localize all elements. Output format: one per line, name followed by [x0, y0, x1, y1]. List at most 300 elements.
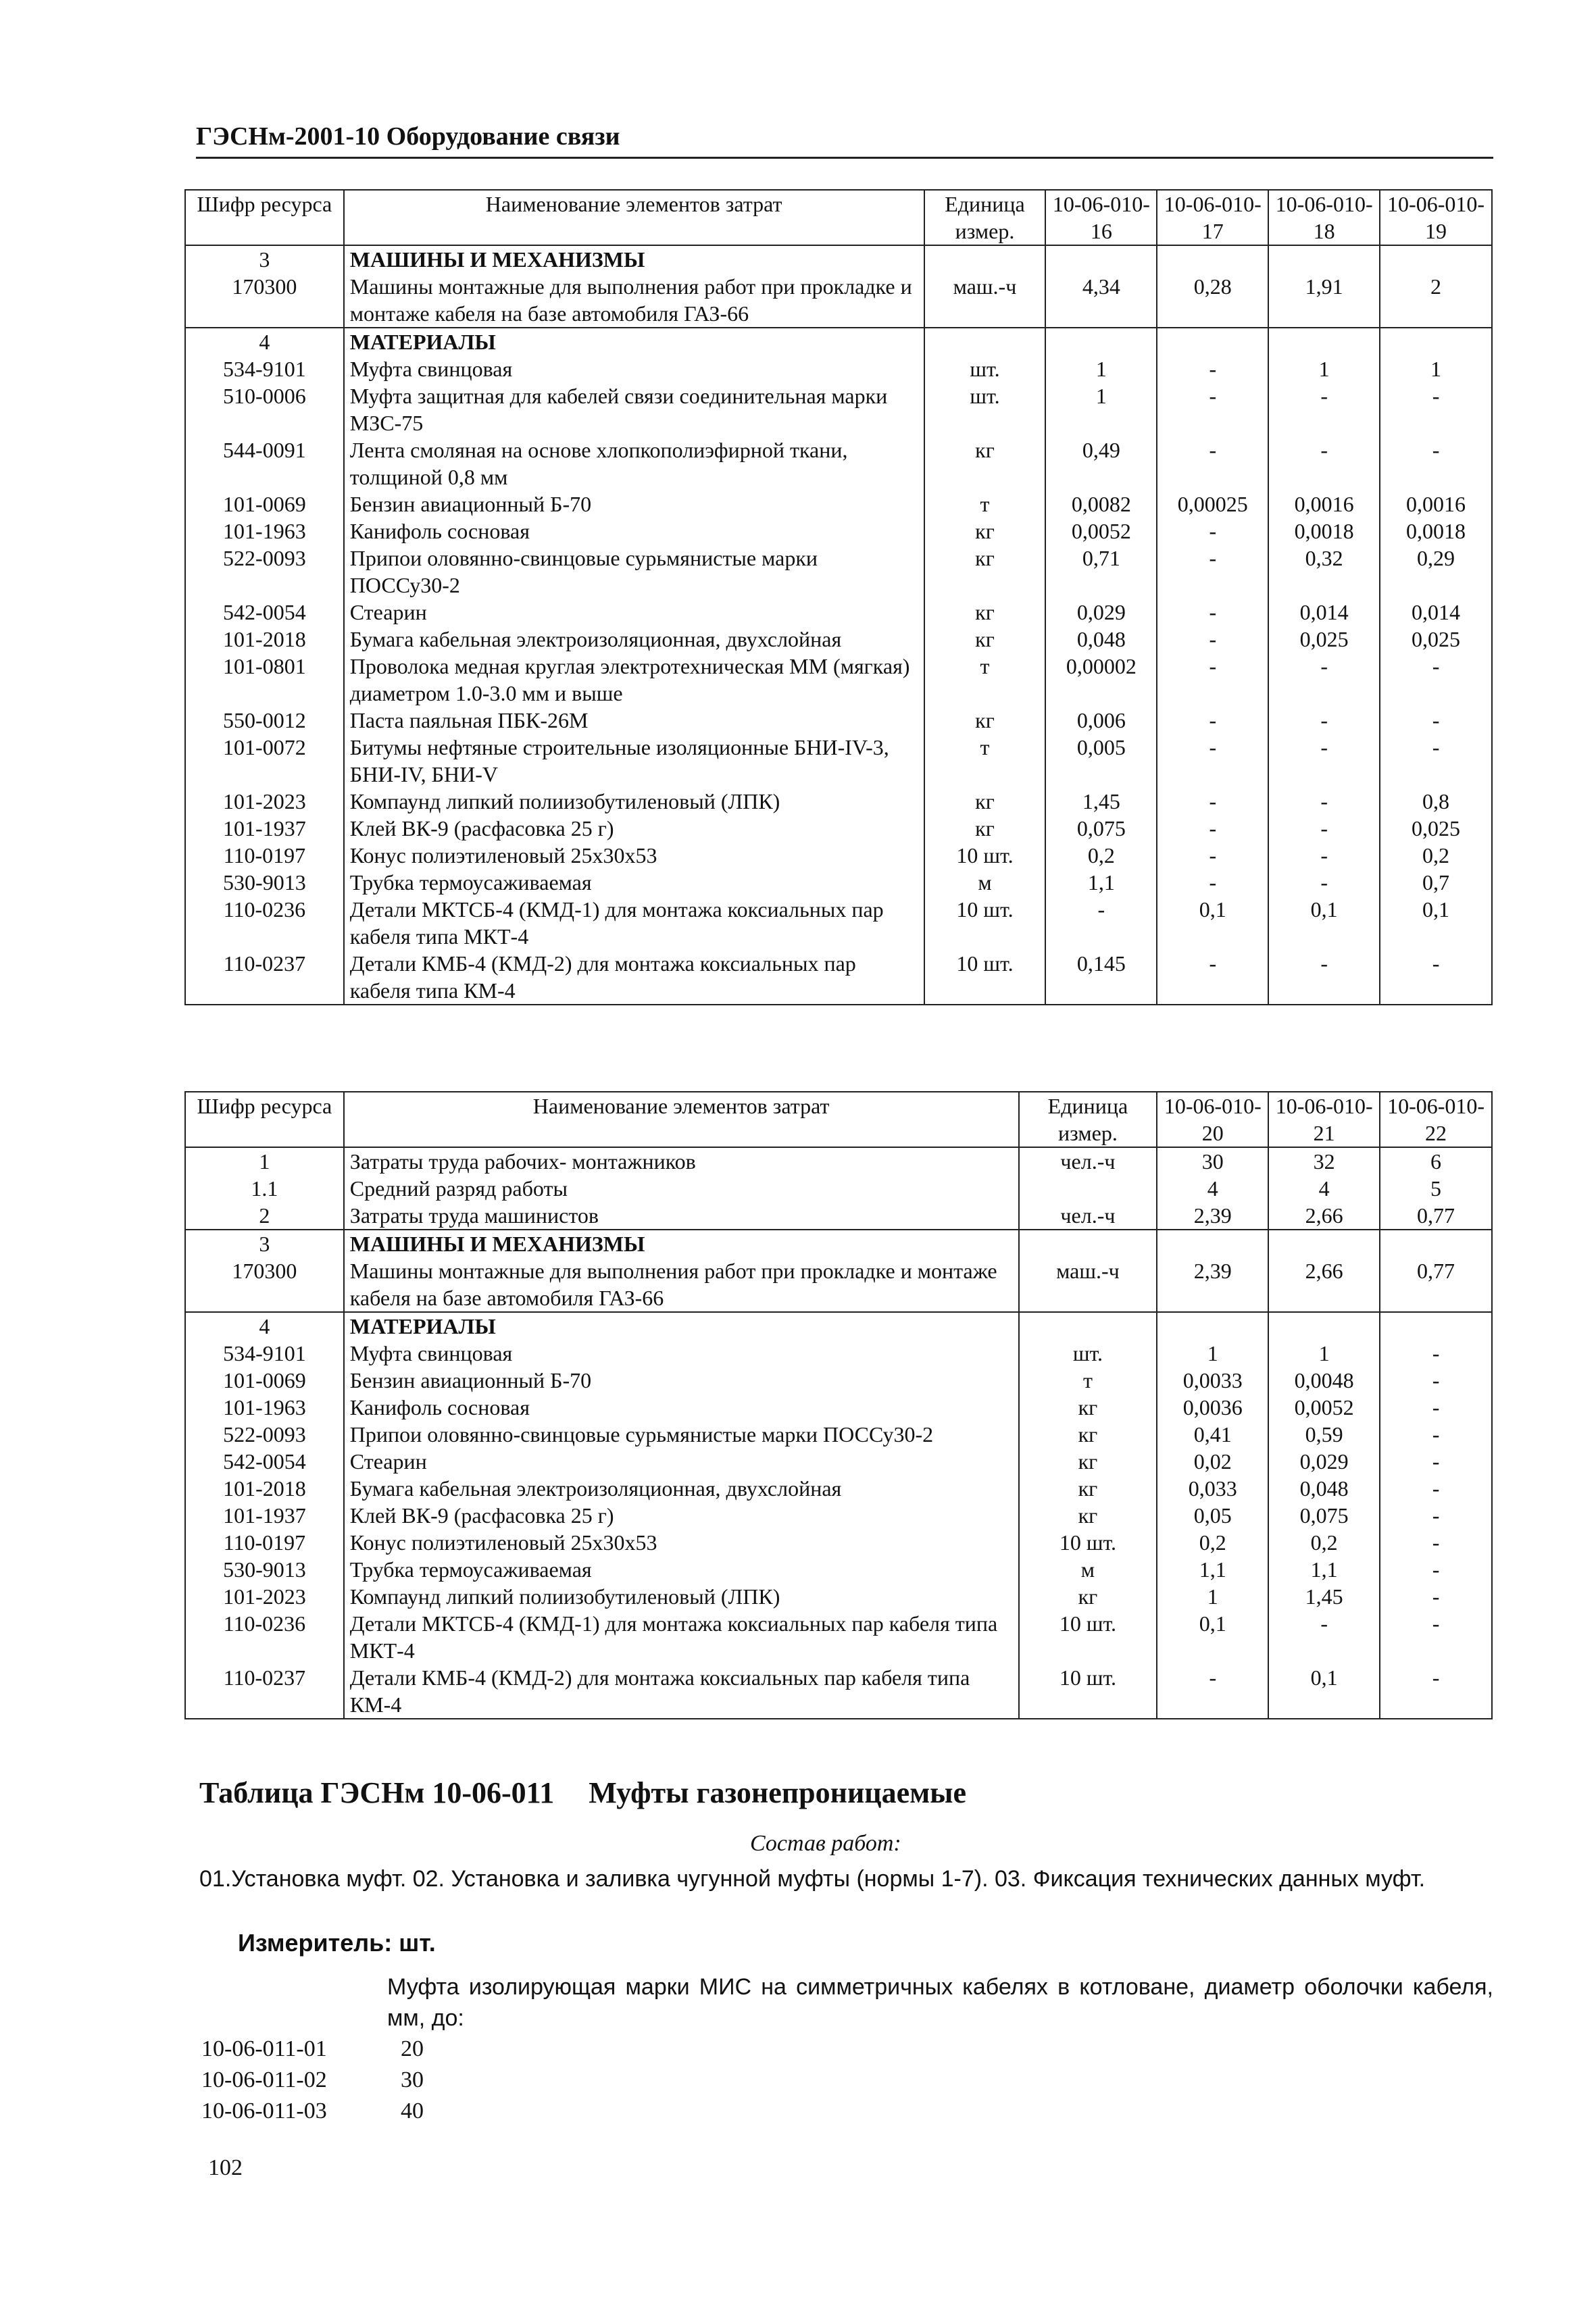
norm-code: 10-06-011-02	[201, 2067, 327, 2092]
table-row	[185, 707, 1492, 734]
norm-value: 40	[401, 2098, 424, 2123]
norm-value-cell: 0,1	[1380, 896, 1492, 950]
unit-cell: маш.-ч	[1019, 1257, 1157, 1312]
cost-element-name: Канифоль сосновая	[344, 518, 924, 545]
norm-value-cell: 0,0016	[1268, 491, 1380, 518]
col-header-name: Наименование элементов затрат	[344, 190, 924, 245]
norm-value-cell: 32	[1268, 1147, 1380, 1175]
cost-element-name: Детали КМБ-4 (КМД-2) для монтажа коксиальных пар кабеля типа КМ-4	[344, 1664, 1019, 1719]
resource-code: 110-0237	[185, 1664, 344, 1719]
norm-value-cell: -	[1268, 842, 1380, 869]
norm-value-cell: -	[1268, 1610, 1380, 1664]
resource-code: 3	[185, 1230, 344, 1257]
unit-cell: т	[924, 734, 1046, 788]
unit-cell: кг	[1019, 1421, 1157, 1448]
norm-value-cell: -	[1157, 545, 1268, 599]
norm-value-cell	[1268, 245, 1380, 273]
cost-element-name: Бензин авиационный Б-70	[344, 491, 924, 518]
norm-value-cell: 0,1	[1268, 1664, 1380, 1719]
resource-code: 101-2023	[185, 788, 344, 815]
unit-cell: т	[1019, 1367, 1157, 1394]
resource-code: 101-2023	[185, 1583, 344, 1610]
resource-code: 110-0236	[185, 896, 344, 950]
norm-value-cell: -	[1157, 626, 1268, 653]
unit-cell	[1019, 1312, 1157, 1340]
resource-code: 550-0012	[185, 707, 344, 734]
table-row	[185, 436, 1492, 491]
cost-element-name: Компаунд липкий полиизобутиленовый (ЛПК)	[344, 1583, 1019, 1610]
norm-value-cell: 2,66	[1268, 1202, 1380, 1230]
cost-element-name: Клей ВК-9 (расфасовка 25 г)	[344, 1502, 1019, 1529]
table-row	[185, 842, 1492, 869]
cost-element-name: Средний разряд работы	[344, 1175, 1019, 1202]
norm-value-cell	[1380, 328, 1492, 355]
norm-value-cell: 0,025	[1380, 626, 1492, 653]
cost-element-name: Клей ВК-9 (расфасовка 25 г)	[344, 815, 924, 842]
norm-value-cell: 0,0052	[1045, 518, 1157, 545]
norm-value-cell	[1157, 245, 1268, 273]
norm-value-cell: 0,77	[1380, 1202, 1492, 1230]
table-row	[185, 1175, 1492, 1202]
table-row	[185, 1556, 1492, 1583]
norm-value-cell: -	[1157, 734, 1268, 788]
norm-value-cell: 0,0018	[1380, 518, 1492, 545]
norm-value-cell: -	[1268, 950, 1380, 1005]
norm-description: Муфта изолирующая марки МИС на симметричных кабелях в котловане, диаметр оболочки кабеля, мм, до:	[387, 1974, 1493, 2031]
table-row	[185, 1502, 1492, 1529]
norm-value-cell: 0,41	[1157, 1421, 1268, 1448]
norm-value-cell: -	[1380, 1475, 1492, 1502]
resource-code: 522-0093	[185, 1421, 344, 1448]
col-header-norm: 10-06-010-22	[1380, 1092, 1492, 1147]
table-row	[185, 491, 1492, 518]
table-row	[185, 896, 1492, 950]
norm-value-cell: 1,45	[1268, 1583, 1380, 1610]
norm-value-cell: 0,59	[1268, 1421, 1380, 1448]
norm-value-cell: -	[1157, 788, 1268, 815]
col-header-code: Шифр ресурса	[185, 190, 344, 245]
norm-value-cell: 1	[1268, 355, 1380, 382]
norm-value-cell: 2,39	[1157, 1202, 1268, 1230]
cost-element-name: МАШИНЫ И МЕХАНИЗМЫ	[344, 1230, 1019, 1257]
resource-code: 170300	[185, 273, 344, 328]
resource-code: 110-0197	[185, 842, 344, 869]
norm-value-cell: 0,048	[1268, 1475, 1380, 1502]
norm-value-cell: 5	[1380, 1175, 1492, 1202]
unit-cell: кг	[924, 788, 1046, 815]
resource-code: 101-2018	[185, 626, 344, 653]
unit-cell: 10 шт.	[924, 896, 1046, 950]
table-row	[185, 1340, 1492, 1367]
unit-cell	[924, 328, 1046, 355]
norm-value-cell: -	[1380, 1529, 1492, 1556]
composition-text: 01.Установка муфт. 02. Установка и заливка чугунной муфты (нормы 1-7). 03. Фиксация технических данных муфт.	[199, 1866, 1426, 1892]
norm-value-cell: 0,29	[1380, 545, 1492, 599]
resource-code: 101-0069	[185, 1367, 344, 1394]
unit-cell: чел.-ч	[1019, 1147, 1157, 1175]
norm-value-cell: 0,075	[1045, 815, 1157, 842]
norm-value-cell: 2,39	[1157, 1257, 1268, 1312]
norm-value-cell: 1	[1268, 1340, 1380, 1367]
norm-value-cell: 0,145	[1045, 950, 1157, 1005]
norm-value-cell: 1	[1045, 382, 1157, 436]
norm-value-cell: 1	[1157, 1340, 1268, 1367]
unit-cell: маш.-ч	[924, 273, 1046, 328]
table-row	[185, 626, 1492, 653]
table-row	[185, 355, 1492, 382]
norm-value-cell: -	[1380, 1448, 1492, 1475]
norm-value-cell: -	[1157, 842, 1268, 869]
norm-value-cell: -	[1380, 1367, 1492, 1394]
cost-element-name: Бензин авиационный Б-70	[344, 1367, 1019, 1394]
norm-value-cell: -	[1157, 1664, 1268, 1719]
norm-value-cell: 0,0048	[1268, 1367, 1380, 1394]
unit-cell	[1019, 1230, 1157, 1257]
table-row	[185, 1202, 1492, 1230]
norm-value-cell: -	[1380, 1502, 1492, 1529]
cost-element-name: Битумы нефтяные строительные изоляционные БНИ-IV-3, БНИ-IV, БНИ-V	[344, 734, 924, 788]
cost-element-name: Муфта свинцовая	[344, 1340, 1019, 1367]
resource-code: 534-9101	[185, 355, 344, 382]
norm-value-cell: -	[1380, 707, 1492, 734]
resource-code: 110-0237	[185, 950, 344, 1005]
norm-row	[201, 2034, 424, 2065]
cost-element-name: Припои оловянно-свинцовые сурьмянистые марки ПОССу30-2	[344, 545, 924, 599]
table-row	[185, 1421, 1492, 1448]
cost-element-name: Детали КМБ-4 (КМД-2) для монтажа коксиальных пар кабеля типа КМ-4	[344, 950, 924, 1005]
norm-value-cell: -	[1380, 1664, 1492, 1719]
table-row	[185, 1664, 1492, 1719]
norm-value-cell: 0,029	[1268, 1448, 1380, 1475]
norm-value-cell: -	[1157, 815, 1268, 842]
cost-element-name: Бумага кабельная электроизоляционная, двухслойная	[344, 626, 924, 653]
norm-value-cell: 1,91	[1268, 273, 1380, 328]
norm-value-cell: 4,34	[1045, 273, 1157, 328]
norm-value-cell: -	[1380, 436, 1492, 491]
norm-value-cell	[1045, 245, 1157, 273]
col-header-norm: 10-06-010-19	[1380, 190, 1492, 245]
norm-value-cell: -	[1268, 788, 1380, 815]
norm-value-cell: 0,2	[1380, 842, 1492, 869]
norm-value-cell: -	[1157, 436, 1268, 491]
unit-cell: кг	[1019, 1475, 1157, 1502]
unit-cell: чел.-ч	[1019, 1202, 1157, 1230]
norm-value-cell: 1,1	[1268, 1556, 1380, 1583]
col-header-norm: 10-06-010-21	[1268, 1092, 1380, 1147]
unit-cell: кг	[1019, 1583, 1157, 1610]
col-header-norm: 10-06-010-18	[1268, 190, 1380, 245]
norms-list	[201, 2034, 424, 2127]
norm-value-cell: 0,8	[1380, 788, 1492, 815]
norm-value-cell: -	[1268, 707, 1380, 734]
norm-value-cell: 0,1	[1157, 896, 1268, 950]
table-row	[185, 1610, 1492, 1664]
unit-cell: кг	[924, 707, 1046, 734]
unit-cell: кг	[924, 626, 1046, 653]
cost-element-name: Детали МКТСБ-4 (КМД-1) для монтажа коксиальных пар кабеля типа МКТ-4	[344, 896, 924, 950]
norm-value-cell: 0,02	[1157, 1448, 1268, 1475]
norm-value-cell	[1380, 1230, 1492, 1257]
norm-value-cell: -	[1380, 382, 1492, 436]
norm-value-cell	[1380, 1312, 1492, 1340]
section-title	[199, 1776, 966, 1810]
norm-value-cell: -	[1045, 896, 1157, 950]
norm-value-cell: 0,71	[1045, 545, 1157, 599]
unit-cell: кг	[924, 545, 1046, 599]
norm-value-cell: 0,025	[1268, 626, 1380, 653]
table-row	[185, 382, 1492, 436]
resource-code: 4	[185, 328, 344, 355]
cost-element-name: Затраты труда рабочих- монтажников	[344, 1147, 1019, 1175]
norm-code: 10-06-011-01	[201, 2036, 327, 2061]
col-header-name: Наименование элементов затрат	[344, 1092, 1019, 1147]
norm-value-cell: -	[1157, 355, 1268, 382]
table-header-row	[185, 190, 1492, 245]
resource-code: 110-0197	[185, 1529, 344, 1556]
norm-row	[201, 2065, 424, 2096]
unit-cell: 10 шт.	[1019, 1610, 1157, 1664]
cost-element-name: Трубка термоусаживаемая	[344, 1556, 1019, 1583]
table-row	[185, 1448, 1492, 1475]
table-row	[185, 815, 1492, 842]
norm-code: 10-06-011-03	[201, 2098, 327, 2123]
cost-element-name: Муфта защитная для кабелей связи соединительная марки МЗС-75	[344, 382, 924, 436]
norm-value-cell	[1157, 328, 1268, 355]
norm-value-cell: 0,025	[1380, 815, 1492, 842]
norm-value-cell: 0,2	[1157, 1529, 1268, 1556]
table-row	[185, 950, 1492, 1005]
norm-value-cell: -	[1268, 653, 1380, 707]
resource-code: 1.1	[185, 1175, 344, 1202]
norm-value-cell: 0,05	[1157, 1502, 1268, 1529]
table-row	[185, 1257, 1492, 1312]
table-row	[185, 1312, 1492, 1340]
cost-element-name: Паста паяльная ПБК-26М	[344, 707, 924, 734]
norm-value-cell: -	[1380, 1610, 1492, 1664]
table-row	[185, 869, 1492, 896]
unit-cell: м	[924, 869, 1046, 896]
norm-value-cell: 0,014	[1380, 599, 1492, 626]
table-row	[185, 1230, 1492, 1257]
cost-element-name: Детали МКТСБ-4 (КМД-1) для монтажа коксиальных пар кабеля типа МКТ-4	[344, 1610, 1019, 1664]
unit-cell: 10 шт.	[924, 950, 1046, 1005]
norm-value-cell: -	[1157, 707, 1268, 734]
norm-value: 20	[401, 2036, 424, 2061]
table-header-row	[185, 1092, 1492, 1147]
norm-value-cell	[1157, 1230, 1268, 1257]
norm-value-cell: -	[1157, 950, 1268, 1005]
table-row	[185, 734, 1492, 788]
cost-element-name: Бумага кабельная электроизоляционная, двухслойная	[344, 1475, 1019, 1502]
norm-value-cell: -	[1380, 1394, 1492, 1421]
norm-value-cell: -	[1157, 518, 1268, 545]
table-row	[185, 328, 1492, 355]
norm-value-cell: -	[1380, 1556, 1492, 1583]
unit-cell: кг	[1019, 1448, 1157, 1475]
col-header-norm: 10-06-010-17	[1157, 190, 1268, 245]
cost-element-name: Машины монтажные для выполнения работ при прокладке и монтаже кабеля на базе автомобиля ГАЗ-66	[344, 1257, 1019, 1312]
norm-value-cell	[1268, 1312, 1380, 1340]
norm-value-cell: -	[1268, 382, 1380, 436]
norm-value-cell: 0,00025	[1157, 491, 1268, 518]
unit-cell: кг	[924, 518, 1046, 545]
norm-value-cell: 0,048	[1045, 626, 1157, 653]
cost-element-name: МАТЕРИАЛЫ	[344, 1312, 1019, 1340]
norm-value-cell	[1045, 328, 1157, 355]
norm-value-cell: 0,0033	[1157, 1367, 1268, 1394]
norm-value-cell: -	[1268, 815, 1380, 842]
norm-value-cell: 0,0052	[1268, 1394, 1380, 1421]
resource-code: 530-9013	[185, 869, 344, 896]
norm-value-cell: 6	[1380, 1147, 1492, 1175]
measure-unit: Измеритель: шт.	[238, 1929, 436, 1957]
table-row	[185, 599, 1492, 626]
norm-value-cell: 0,1	[1268, 896, 1380, 950]
col-header-norm: 10-06-010-20	[1157, 1092, 1268, 1147]
norm-value-cell: 0,014	[1268, 599, 1380, 626]
cost-element-name: Стеарин	[344, 599, 924, 626]
section-table-name: Муфты газонепроницаемые	[589, 1776, 967, 1809]
norm-value-cell: -	[1380, 734, 1492, 788]
norm-value-cell: 0,0036	[1157, 1394, 1268, 1421]
cost-element-name: Муфта свинцовая	[344, 355, 924, 382]
norm-value-cell: 4	[1157, 1175, 1268, 1202]
unit-cell: кг	[1019, 1502, 1157, 1529]
resource-code: 101-1937	[185, 815, 344, 842]
unit-cell: т	[924, 491, 1046, 518]
norm-value-cell: 1,1	[1045, 869, 1157, 896]
cost-element-name: Припои оловянно-свинцовые сурьмянистые марки ПОССу30-2	[344, 1421, 1019, 1448]
table-row	[185, 1147, 1492, 1175]
unit-cell: кг	[924, 815, 1046, 842]
table-row	[185, 545, 1492, 599]
unit-cell	[924, 245, 1046, 273]
col-header-unit: Единица измер.	[1019, 1092, 1157, 1147]
table-row	[185, 1529, 1492, 1556]
norm-value-cell	[1380, 245, 1492, 273]
norm-value-cell	[1268, 1230, 1380, 1257]
norm-value-cell: -	[1157, 382, 1268, 436]
table-row	[185, 1367, 1492, 1394]
resource-code: 2	[185, 1202, 344, 1230]
norm-value-cell: 30	[1157, 1147, 1268, 1175]
resource-code: 530-9013	[185, 1556, 344, 1583]
norm-value-cell: -	[1157, 599, 1268, 626]
cost-element-name: Трубка термоусаживаемая	[344, 869, 924, 896]
resource-code: 101-1963	[185, 518, 344, 545]
table-row	[185, 788, 1492, 815]
cost-element-name: Конус полиэтиленовый 25x30x53	[344, 842, 924, 869]
norm-value-cell: 0,0082	[1045, 491, 1157, 518]
unit-cell: т	[924, 653, 1046, 707]
norm-value-cell: 0,77	[1380, 1257, 1492, 1312]
resource-code: 101-0801	[185, 653, 344, 707]
norm-value-cell: 0,0016	[1380, 491, 1492, 518]
norm-value-cell: 0,006	[1045, 707, 1157, 734]
norm-value: 30	[401, 2067, 424, 2092]
cost-element-name: Лента смоляная на основе хлопкополиэфирной ткани, толщиной 0,8 мм	[344, 436, 924, 491]
composition-label: Состав работ:	[750, 1831, 901, 1856]
norm-value-cell: -	[1157, 653, 1268, 707]
cost-element-name: Стеарин	[344, 1448, 1019, 1475]
norm-value-cell: 4	[1268, 1175, 1380, 1202]
page-header	[196, 122, 1493, 159]
cost-element-name: Машины монтажные для выполнения работ при прокладке и монтаже кабеля на базе автомобиля ГАЗ-66	[344, 273, 924, 328]
cost-element-name: Канифоль сосновая	[344, 1394, 1019, 1421]
document-title: ГЭСНм-2001-10 Оборудование связи	[196, 122, 620, 151]
cost-element-name: Проволока медная круглая электротехническая ММ (мягкая) диаметром 1.0-3.0 мм и выше	[344, 653, 924, 707]
page-number: 102	[208, 2155, 243, 2180]
norm-value-cell: 0,00002	[1045, 653, 1157, 707]
norm-value-cell: 1,1	[1157, 1556, 1268, 1583]
col-header-unit: Единица измер.	[924, 190, 1046, 245]
norm-value-cell: 0,075	[1268, 1502, 1380, 1529]
resource-code: 534-9101	[185, 1340, 344, 1367]
resource-code: 542-0054	[185, 599, 344, 626]
table-row	[185, 1394, 1492, 1421]
norm-value-cell	[1268, 328, 1380, 355]
norm-value-cell: 1,45	[1045, 788, 1157, 815]
resource-code: 101-1937	[185, 1502, 344, 1529]
norm-value-cell: 1	[1380, 355, 1492, 382]
resource-code: 170300	[185, 1257, 344, 1312]
norm-value-cell: 0,28	[1157, 273, 1268, 328]
norm-value-cell: 0,32	[1268, 545, 1380, 599]
resource-code: 4	[185, 1312, 344, 1340]
col-header-norm: 10-06-010-16	[1045, 190, 1157, 245]
resources-table-2	[184, 1091, 1493, 1719]
resources-table-1	[184, 189, 1493, 1005]
table-row	[185, 518, 1492, 545]
unit-cell: кг	[1019, 1394, 1157, 1421]
resource-code: 101-2018	[185, 1475, 344, 1502]
norm-value-cell: 2,66	[1268, 1257, 1380, 1312]
resource-code: 101-0072	[185, 734, 344, 788]
table-row	[185, 653, 1492, 707]
norm-value-cell: 2	[1380, 273, 1492, 328]
norm-value-cell: 0,005	[1045, 734, 1157, 788]
unit-cell: шт.	[1019, 1340, 1157, 1367]
norm-value-cell: 0,0018	[1268, 518, 1380, 545]
norm-value-cell: 1	[1157, 1583, 1268, 1610]
norm-value-cell	[1157, 1312, 1268, 1340]
norm-value-cell: -	[1157, 869, 1268, 896]
cost-element-name: Компаунд липкий полиизобутиленовый (ЛПК)	[344, 788, 924, 815]
resource-code: 544-0091	[185, 436, 344, 491]
cost-element-name: МАТЕРИАЛЫ	[344, 328, 924, 355]
unit-cell: м	[1019, 1556, 1157, 1583]
resource-code: 3	[185, 245, 344, 273]
col-header-code: Шифр ресурса	[185, 1092, 344, 1147]
unit-cell: шт.	[924, 355, 1046, 382]
resource-code: 510-0006	[185, 382, 344, 436]
cost-element-name: МАШИНЫ И МЕХАНИЗМЫ	[344, 245, 924, 273]
norm-value-cell: -	[1268, 734, 1380, 788]
norm-value-cell: -	[1380, 950, 1492, 1005]
norm-value-cell: 0,029	[1045, 599, 1157, 626]
unit-cell: 10 шт.	[924, 842, 1046, 869]
resource-code: 1	[185, 1147, 344, 1175]
table-row	[185, 273, 1492, 328]
norm-value-cell: 0,2	[1268, 1529, 1380, 1556]
resource-code: 542-0054	[185, 1448, 344, 1475]
norm-value-cell: 1	[1045, 355, 1157, 382]
unit-cell: шт.	[924, 382, 1046, 436]
cost-element-name: Конус полиэтиленовый 25x30x53	[344, 1529, 1019, 1556]
norm-value-cell: 0,49	[1045, 436, 1157, 491]
table-row	[185, 1583, 1492, 1610]
cost-element-name: Затраты труда машинистов	[344, 1202, 1019, 1230]
